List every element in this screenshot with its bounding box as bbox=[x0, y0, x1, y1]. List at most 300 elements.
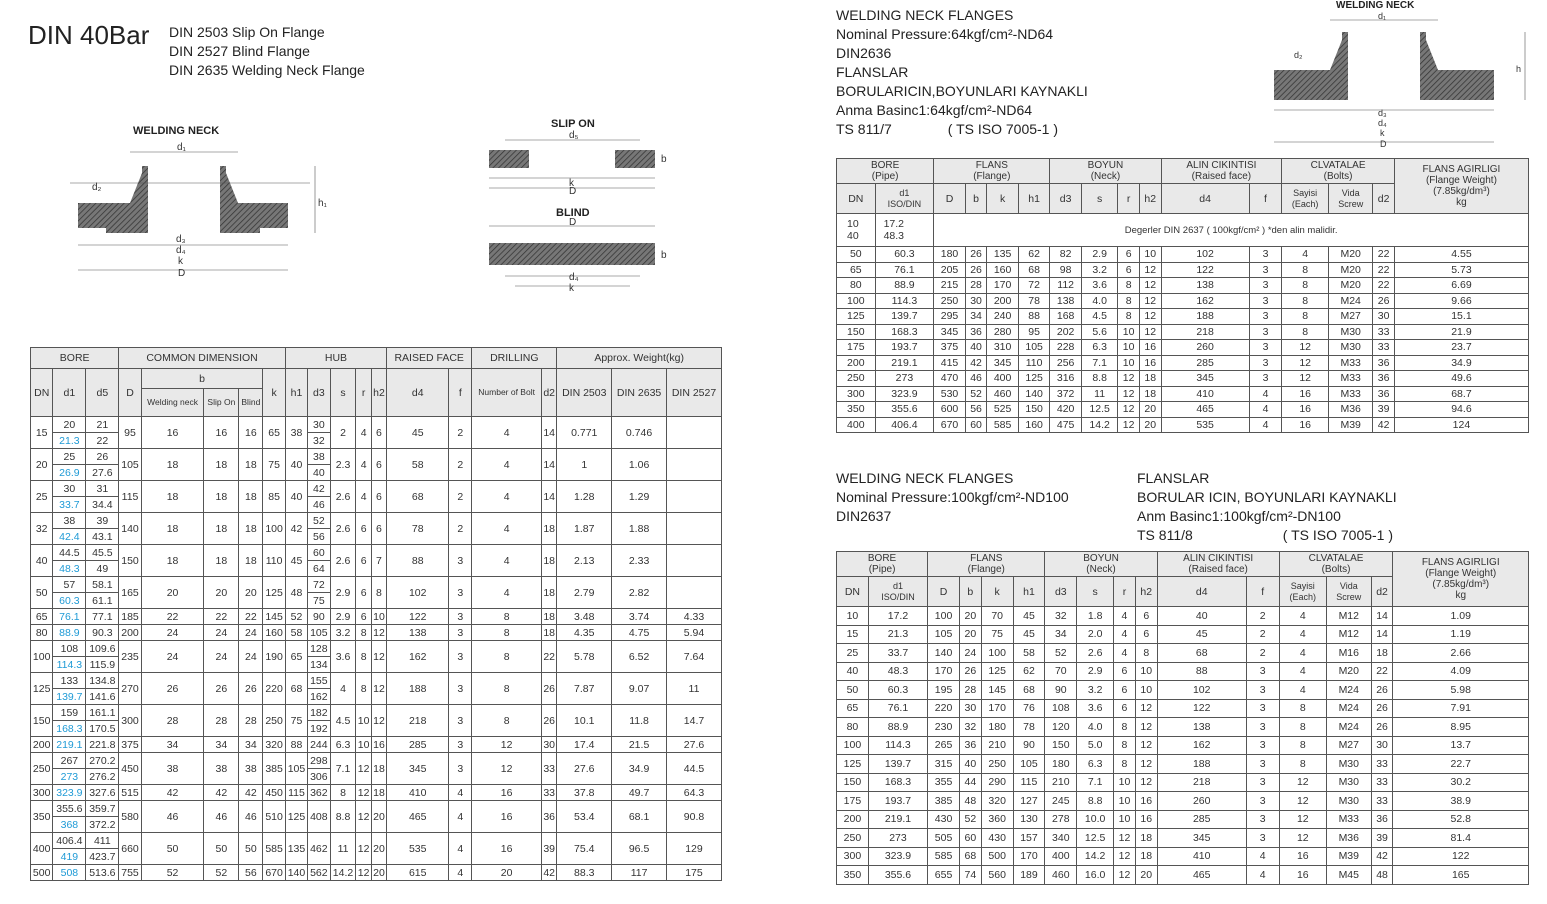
table-cell: 100 bbox=[928, 607, 960, 626]
table-cell: 3.74 bbox=[612, 609, 667, 625]
table-cell: 5.0 bbox=[1077, 736, 1114, 755]
col-header: D bbox=[928, 577, 960, 607]
table-cell: 24 bbox=[141, 641, 204, 673]
table-cell: 78 bbox=[1018, 293, 1050, 309]
table-cell: 27.6 bbox=[666, 737, 721, 753]
group-header: ALIN CIKINTISI (Raised face) bbox=[1157, 552, 1279, 577]
table-cell: 45 bbox=[1157, 625, 1246, 644]
nd100-heading-right bbox=[1137, 469, 1397, 545]
heading-line: DIN2637 bbox=[836, 508, 892, 524]
table-cell: 327.6 bbox=[86, 785, 119, 801]
table-cell: 150 bbox=[31, 705, 53, 737]
svg-text:b: b bbox=[661, 154, 667, 165]
table-cell: 31 bbox=[86, 481, 119, 497]
table-cell: 26.9 bbox=[53, 465, 86, 481]
table-cell: 8 bbox=[1114, 736, 1136, 755]
table-cell: 175 bbox=[837, 340, 876, 356]
table-cell: 56 bbox=[308, 529, 330, 545]
table-cell: 90.8 bbox=[666, 801, 721, 833]
table-cell: 510 bbox=[263, 801, 285, 833]
nd100-table bbox=[836, 551, 1529, 885]
table-cell: 168.3 bbox=[53, 721, 86, 737]
table-cell: 4 bbox=[1279, 625, 1326, 644]
table-cell: 34.4 bbox=[86, 497, 119, 513]
table-cell: 46 bbox=[965, 371, 987, 387]
table-cell: 120 bbox=[1045, 718, 1077, 737]
table-row bbox=[837, 309, 1529, 325]
table-cell: 295 bbox=[934, 309, 966, 325]
heading-line: Anm Basinc1:100kgf/cm²-DN100 bbox=[1137, 508, 1341, 524]
table-cell: 270 bbox=[119, 673, 141, 705]
svg-text:b: b bbox=[661, 250, 667, 261]
table-cell: 17.2 48.3 bbox=[875, 214, 934, 247]
col-header: Vida Screw bbox=[1329, 184, 1373, 214]
table-cell: 28 bbox=[959, 681, 981, 700]
table-cell: 316 bbox=[1050, 371, 1082, 387]
table-cell: 430 bbox=[928, 810, 960, 829]
table-cell: 9.07 bbox=[612, 673, 667, 705]
table-cell: 200 bbox=[119, 625, 141, 641]
table-cell: 20 bbox=[1135, 866, 1157, 885]
table-cell: 273 bbox=[875, 371, 934, 387]
table-row bbox=[837, 340, 1529, 356]
table-cell: 12 bbox=[1279, 829, 1326, 848]
table-cell: 1.09 bbox=[1393, 607, 1529, 626]
table-cell: M36 bbox=[1326, 829, 1371, 848]
table-cell: M30 bbox=[1326, 792, 1371, 811]
table-cell: 160 bbox=[1018, 417, 1050, 433]
table-cell: 12 bbox=[1135, 755, 1157, 774]
table-cell: 45.5 bbox=[86, 545, 119, 561]
table-cell: 475 bbox=[1050, 417, 1082, 433]
table-cell: 56 bbox=[965, 402, 987, 418]
table-cell: 2.13 bbox=[557, 545, 612, 577]
table-cell: 2.33 bbox=[612, 545, 667, 577]
table-cell: 38 bbox=[239, 753, 263, 785]
table-cell: 7.1 bbox=[1081, 355, 1117, 371]
table-cell: 273 bbox=[53, 769, 86, 785]
table-cell: 10 bbox=[1139, 247, 1161, 263]
table-cell: 22 bbox=[542, 641, 557, 673]
table-row bbox=[837, 386, 1529, 402]
table-cell: 50 bbox=[31, 577, 53, 609]
table-cell: 133 bbox=[53, 673, 86, 689]
nd64-table bbox=[836, 158, 1529, 433]
table-cell: M33 bbox=[1329, 355, 1373, 371]
table-cell: 6 bbox=[356, 513, 371, 545]
table-cell: 8 bbox=[1118, 309, 1140, 325]
table-cell: 8 bbox=[1114, 755, 1136, 774]
table-cell: 14.2 bbox=[330, 865, 356, 881]
table-cell: 3 bbox=[1246, 718, 1279, 737]
table-cell: 220 bbox=[263, 673, 285, 705]
table-cell: 49.6 bbox=[1394, 371, 1528, 387]
table-cell: M12 bbox=[1326, 607, 1371, 626]
table-cell: 12 bbox=[371, 705, 386, 737]
table-cell: 48 bbox=[285, 577, 307, 609]
heading-line: BORULARICIN,BOYUNLARI KAYNAKLI bbox=[836, 83, 1088, 99]
group-header: CLVATALAE (Bolts) bbox=[1279, 552, 1393, 577]
table-cell: 65 bbox=[285, 641, 307, 673]
table-cell: 5.78 bbox=[557, 641, 612, 673]
table-cell: 88 bbox=[387, 545, 449, 577]
table-cell: 3 bbox=[449, 705, 472, 737]
table-cell: M12 bbox=[1326, 625, 1371, 644]
table-row bbox=[837, 247, 1529, 263]
table-cell: 138 bbox=[1157, 718, 1246, 737]
table-cell: 2.9 bbox=[330, 609, 356, 625]
table-cell: 145 bbox=[981, 681, 1013, 700]
table-cell: 42.4 bbox=[53, 529, 86, 545]
table-cell: M27 bbox=[1329, 309, 1373, 325]
table-cell: 4 bbox=[472, 417, 542, 449]
svg-text:k: k bbox=[178, 256, 183, 267]
svg-text:h: h bbox=[1516, 64, 1522, 74]
table-cell: 10 bbox=[1135, 681, 1157, 700]
table-cell: 5.98 bbox=[1393, 681, 1529, 700]
table-cell bbox=[666, 545, 721, 577]
table-cell: 88.3 bbox=[557, 865, 612, 881]
table-cell: 4 bbox=[472, 577, 542, 609]
table-cell: 500 bbox=[981, 847, 1013, 866]
table-cell: 315 bbox=[928, 755, 960, 774]
table-cell: 114.3 bbox=[53, 657, 86, 673]
svg-text:k: k bbox=[569, 178, 574, 189]
table-cell: 260 bbox=[1157, 792, 1246, 811]
table-cell: 10 bbox=[356, 705, 371, 737]
table-cell: 250 bbox=[31, 753, 53, 785]
table-cell: 52 bbox=[959, 810, 981, 829]
table-cell: 3 bbox=[449, 673, 472, 705]
table-cell: 40 bbox=[31, 545, 53, 577]
col-header: DIN 2635 bbox=[612, 369, 667, 417]
table-cell: 42 bbox=[965, 355, 987, 371]
table-cell: 15 bbox=[837, 625, 869, 644]
table-cell: 12 bbox=[1282, 355, 1329, 371]
table-cell: 42 bbox=[543, 866, 555, 879]
table-cell: 49.7 bbox=[612, 785, 667, 801]
col-header: h1 bbox=[1013, 577, 1045, 607]
table-cell: 88.9 bbox=[868, 718, 927, 737]
table-cell: 16 bbox=[1282, 386, 1329, 402]
svg-text:d₁: d₁ bbox=[177, 142, 186, 153]
table-cell: 3 bbox=[1249, 278, 1282, 294]
table-cell: 170 bbox=[928, 662, 960, 681]
table-cell: 72 bbox=[308, 577, 330, 593]
table-cell: 460 bbox=[1045, 866, 1077, 885]
table-cell: 125 bbox=[837, 755, 869, 774]
table-cell: 38 bbox=[308, 449, 330, 465]
svg-text:d₃: d₃ bbox=[176, 234, 186, 245]
table-cell: 8 bbox=[1279, 755, 1326, 774]
table-cell: 240 bbox=[987, 309, 1019, 325]
table-cell: 1.87 bbox=[557, 513, 612, 545]
table-cell: 26 bbox=[141, 673, 204, 705]
table-cell: 3.2 bbox=[1081, 262, 1117, 278]
table-cell: 1.8 bbox=[1077, 607, 1114, 626]
table-cell: M20 bbox=[1329, 262, 1373, 278]
table-cell: 3 bbox=[449, 753, 472, 785]
table-cell: 125 bbox=[837, 309, 876, 325]
table-cell: 16 bbox=[239, 417, 263, 449]
table-cell: 180 bbox=[934, 247, 966, 263]
table-cell: 8 bbox=[371, 577, 386, 609]
group-header: FLANS AGIRLIGI (Flange Weight) (7.85kg/dm³) kg bbox=[1393, 552, 1529, 607]
table-cell: 6 bbox=[371, 449, 386, 481]
table-cell: 170 bbox=[987, 278, 1019, 294]
table-cell: 105 bbox=[308, 625, 330, 641]
table-cell: 200 bbox=[837, 810, 869, 829]
table-cell: 34 bbox=[1045, 625, 1077, 644]
table-cell: 129 bbox=[666, 833, 721, 865]
table-cell: 219.1 bbox=[53, 737, 86, 753]
table-cell: 1.19 bbox=[1393, 625, 1529, 644]
col-header: h1 bbox=[1018, 184, 1050, 214]
table-cell: 460 bbox=[987, 386, 1019, 402]
table-cell: 450 bbox=[119, 753, 141, 785]
table-cell: 28 bbox=[965, 278, 987, 294]
table-cell: 36 bbox=[1373, 371, 1395, 387]
table-cell: 219.1 bbox=[875, 355, 934, 371]
table-cell: 6.52 bbox=[612, 641, 667, 673]
col-header: f bbox=[1249, 184, 1282, 214]
table-cell: 8 bbox=[1135, 644, 1157, 663]
table-cell: 115 bbox=[1013, 773, 1045, 792]
table-cell: 192 bbox=[308, 721, 330, 737]
table-cell: 615 bbox=[387, 865, 449, 881]
table-cell: 14 bbox=[542, 417, 557, 449]
table-cell: 8 bbox=[1282, 293, 1329, 309]
table-cell: 3.6 bbox=[1077, 699, 1114, 718]
table-cell: 4.35 bbox=[557, 625, 612, 641]
table-cell: 4 bbox=[1114, 644, 1136, 663]
table-cell: 32 bbox=[959, 718, 981, 737]
table-cell: 4 bbox=[472, 449, 542, 481]
table-cell: 6 bbox=[356, 609, 371, 625]
table-cell: 95 bbox=[1018, 324, 1050, 340]
table-cell: 68 bbox=[1157, 644, 1246, 663]
table-cell: 122 bbox=[387, 609, 449, 625]
table-cell: 218 bbox=[1161, 324, 1249, 340]
col-header: d2 bbox=[1373, 184, 1395, 214]
header-row bbox=[837, 552, 1529, 577]
col-header: f bbox=[449, 369, 472, 417]
table-cell: 90 bbox=[308, 609, 330, 625]
table-cell: 165 bbox=[1393, 866, 1529, 885]
table-cell: 20 bbox=[959, 607, 981, 626]
col-header: r bbox=[1114, 577, 1136, 607]
table-cell: 12 bbox=[1118, 371, 1140, 387]
table-row bbox=[837, 736, 1529, 755]
table-cell: 300 bbox=[31, 785, 53, 801]
table-cell: 44 bbox=[959, 773, 981, 792]
table-cell: 2 bbox=[330, 417, 356, 449]
table-cell: 185 bbox=[119, 609, 141, 625]
table-cell bbox=[666, 577, 721, 609]
table-cell: 18 bbox=[542, 545, 557, 577]
table-cell: 508 bbox=[53, 865, 86, 881]
group-header: BOYUN (Neck) bbox=[1050, 159, 1161, 184]
table-cell: M33 bbox=[1329, 371, 1373, 387]
table-cell: 350 bbox=[837, 402, 876, 418]
table-cell: 26 bbox=[1371, 681, 1393, 700]
table-cell: 16 bbox=[472, 801, 542, 833]
table-cell: 60.3 bbox=[868, 681, 927, 700]
table-cell: 140 bbox=[285, 865, 307, 881]
table-cell: 462 bbox=[308, 833, 330, 865]
col-header: h2 bbox=[1139, 184, 1161, 214]
table-cell: 4 bbox=[356, 481, 371, 513]
table-cell: 36 bbox=[959, 736, 981, 755]
table-cell: 58 bbox=[285, 625, 307, 641]
table-cell: 267 bbox=[53, 753, 86, 769]
table-cell: 535 bbox=[387, 833, 449, 865]
table-cell: 52 bbox=[285, 609, 307, 625]
table-cell: 3 bbox=[1246, 792, 1279, 811]
col-header: b bbox=[959, 577, 981, 607]
welding-neck-label: WELDING NECK bbox=[1336, 0, 1415, 11]
table-cell: 6 bbox=[1114, 681, 1136, 700]
table-cell: 1.28 bbox=[557, 481, 612, 513]
group-header: BOYUN (Neck) bbox=[1045, 552, 1157, 577]
table-cell: 12 bbox=[357, 866, 370, 879]
heading-line: Nominal Pressure:100kgf/cm²-ND100 bbox=[836, 489, 1069, 505]
table-cell: 300 bbox=[119, 705, 141, 737]
table-cell: 530 bbox=[934, 386, 966, 402]
table-cell: 138 bbox=[1161, 278, 1249, 294]
table-cell: 40 bbox=[965, 340, 987, 356]
table-cell: 33 bbox=[542, 753, 557, 785]
table-cell: 5.6 bbox=[1081, 324, 1117, 340]
table-cell: 12 bbox=[1135, 699, 1157, 718]
svg-text:d₄: d₄ bbox=[1378, 118, 1387, 128]
table-cell: 3.2 bbox=[1077, 681, 1114, 700]
table-cell: 26 bbox=[965, 247, 987, 263]
table-cell: 345 bbox=[987, 355, 1019, 371]
welding-neck-label: WELDING NECK bbox=[133, 125, 220, 137]
table-cell: 515 bbox=[119, 785, 141, 801]
col-header: Vida Screw bbox=[1326, 577, 1371, 607]
table-cell: 4 bbox=[1114, 607, 1136, 626]
table-cell: 125 bbox=[285, 801, 307, 833]
table-cell: 45 bbox=[285, 545, 307, 577]
table-row bbox=[837, 644, 1529, 663]
table-cell: 4.5 bbox=[330, 705, 356, 737]
table-cell: M36 bbox=[1329, 402, 1373, 418]
table-cell: 95 bbox=[119, 417, 141, 449]
table-cell: 30 bbox=[1371, 736, 1393, 755]
table-cell: 6 bbox=[1118, 247, 1140, 263]
table-cell: 2 bbox=[1246, 625, 1279, 644]
table-cell: 88 bbox=[1157, 662, 1246, 681]
table-cell: 20 bbox=[141, 577, 204, 609]
table-cell: 122 bbox=[1161, 262, 1249, 278]
table-cell: 2.9 bbox=[330, 577, 356, 609]
table-cell: 200 bbox=[987, 293, 1019, 309]
table-cell: 125 bbox=[263, 577, 285, 609]
table-cell: 375 bbox=[119, 737, 141, 753]
table-cell: 320 bbox=[263, 737, 285, 753]
table-cell: 24 bbox=[141, 625, 204, 641]
table-cell: 10 bbox=[1118, 355, 1140, 371]
table-cell: 12 bbox=[1279, 773, 1326, 792]
table-cell: 150 bbox=[1045, 736, 1077, 755]
table-cell: 17.4 bbox=[557, 737, 612, 753]
blind-label: BLIND bbox=[556, 207, 590, 219]
table-cell: 40 bbox=[285, 449, 307, 481]
table-cell: 100 bbox=[263, 513, 285, 545]
table-row bbox=[837, 866, 1529, 885]
table-cell: 20 bbox=[472, 865, 542, 881]
table-cell: 4 bbox=[449, 865, 472, 881]
table-cell: 359.7 bbox=[86, 801, 119, 817]
svg-text:d₄: d₄ bbox=[176, 245, 186, 256]
table-cell: 205 bbox=[934, 262, 966, 278]
group-header: FLANS AGIRLIGI (Flange Weight) (7.85kg/dm³) kg bbox=[1394, 159, 1528, 214]
table-cell: 3 bbox=[1249, 371, 1282, 387]
table-cell: 400 bbox=[1045, 847, 1077, 866]
table-cell: 82 bbox=[1050, 247, 1082, 263]
table-cell: 7.64 bbox=[666, 641, 721, 673]
table-cell: 74 bbox=[959, 866, 981, 885]
table-cell: 2.9 bbox=[1077, 662, 1114, 681]
table-cell: 125 bbox=[1018, 371, 1050, 387]
table-cell: 58 bbox=[387, 449, 449, 481]
table-cell: 3 bbox=[1249, 355, 1282, 371]
table-cell: 15 bbox=[31, 417, 53, 449]
table-cell: 2 bbox=[1246, 607, 1279, 626]
table-row bbox=[837, 847, 1529, 866]
table-cell: 3 bbox=[1246, 810, 1279, 829]
table-cell: 150 bbox=[119, 545, 141, 577]
table-cell: 26 bbox=[239, 673, 263, 705]
table-cell: 21 bbox=[86, 417, 119, 433]
table-cell: 270.2 bbox=[86, 753, 119, 769]
table-cell: 115 bbox=[285, 785, 307, 801]
table-cell: 6 bbox=[356, 577, 371, 609]
table-cell: 98 bbox=[1050, 262, 1082, 278]
table-cell: 7.87 bbox=[557, 673, 612, 705]
table-cell: 127 bbox=[1013, 792, 1045, 811]
table-cell: 42 bbox=[239, 785, 263, 801]
table-cell: 3.48 bbox=[557, 609, 612, 625]
table-cell: 60.3 bbox=[53, 593, 86, 609]
table-cell: 465 bbox=[387, 801, 449, 833]
table-cell: 140 bbox=[119, 513, 141, 545]
table-cell: 8 bbox=[1279, 699, 1326, 718]
table-row bbox=[837, 829, 1529, 848]
table-cell: 14.2 bbox=[1081, 417, 1117, 433]
table-row bbox=[837, 773, 1529, 792]
table-cell: 85 bbox=[263, 481, 285, 513]
table-row bbox=[31, 833, 722, 849]
table-cell: 160 bbox=[263, 625, 285, 641]
table-cell: 182 bbox=[308, 705, 330, 721]
table-cell: 210 bbox=[1045, 773, 1077, 792]
table-cell: 20 bbox=[53, 417, 86, 433]
table-cell: 10 bbox=[1118, 340, 1140, 356]
table-cell: 26 bbox=[542, 705, 557, 737]
table-cell: 215 bbox=[934, 278, 966, 294]
heading-line: WELDING NECK FLANGES bbox=[836, 7, 1014, 23]
table-cell: 26 bbox=[965, 262, 987, 278]
table-cell: 16 bbox=[472, 785, 542, 801]
table-cell: 14.7 bbox=[666, 705, 721, 737]
table-cell: 323.9 bbox=[868, 847, 927, 866]
table-cell: 5.94 bbox=[666, 625, 721, 641]
table-cell: 80 bbox=[837, 718, 869, 737]
table-cell bbox=[666, 417, 721, 449]
